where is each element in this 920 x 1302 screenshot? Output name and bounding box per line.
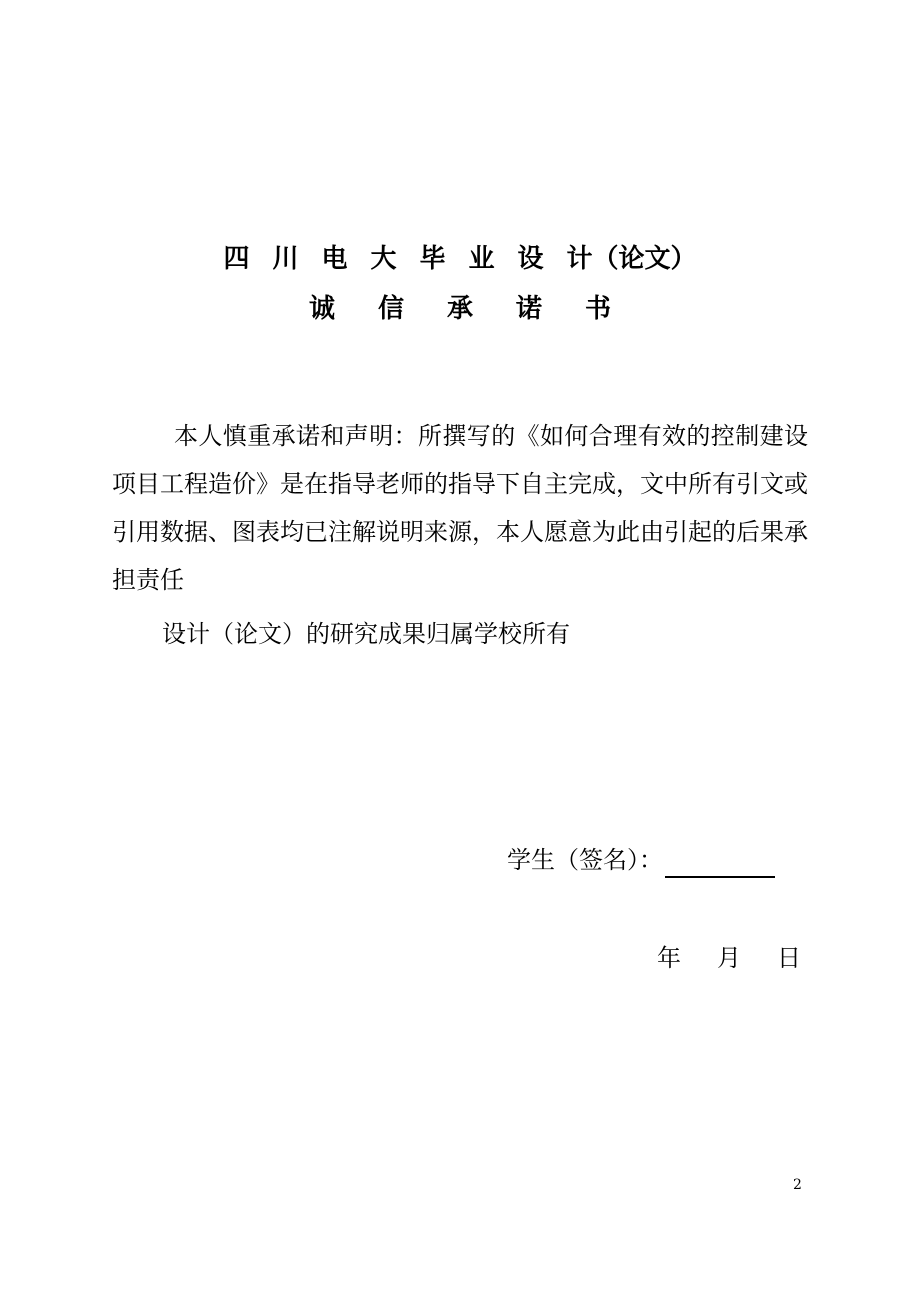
title-suffix-text: （论文） bbox=[592, 244, 697, 274]
page-number: 2 bbox=[793, 1177, 802, 1193]
date-month-label: 月 bbox=[717, 944, 741, 972]
date-day-label: 日 bbox=[777, 944, 801, 972]
signature-label: 学生（签名）： bbox=[507, 846, 663, 874]
subtitle-text: 诚信承诺书 bbox=[308, 294, 654, 324]
document-subtitle bbox=[0, 292, 920, 326]
signature-field bbox=[507, 842, 775, 878]
declaration-body bbox=[112, 412, 808, 658]
date-field bbox=[657, 940, 801, 976]
ownership-paragraph: 设计（论文）的研究成果归属学校所有 bbox=[162, 620, 570, 648]
declaration-paragraph: 本人慎重承诺和声明：所撰写的《如何合理有效的控制建设项目工程造价》是在指导老师的指导下自主完成，文中所有引文或引用数据、图表均已注解说明来源，本人愿意为此由引起的后果承担责任 bbox=[112, 422, 808, 594]
signature-blank-line bbox=[665, 850, 775, 878]
title-main-text: 四川电大毕业设计 bbox=[223, 244, 616, 274]
date-year-label: 年 bbox=[657, 944, 681, 972]
document-title bbox=[0, 242, 920, 276]
